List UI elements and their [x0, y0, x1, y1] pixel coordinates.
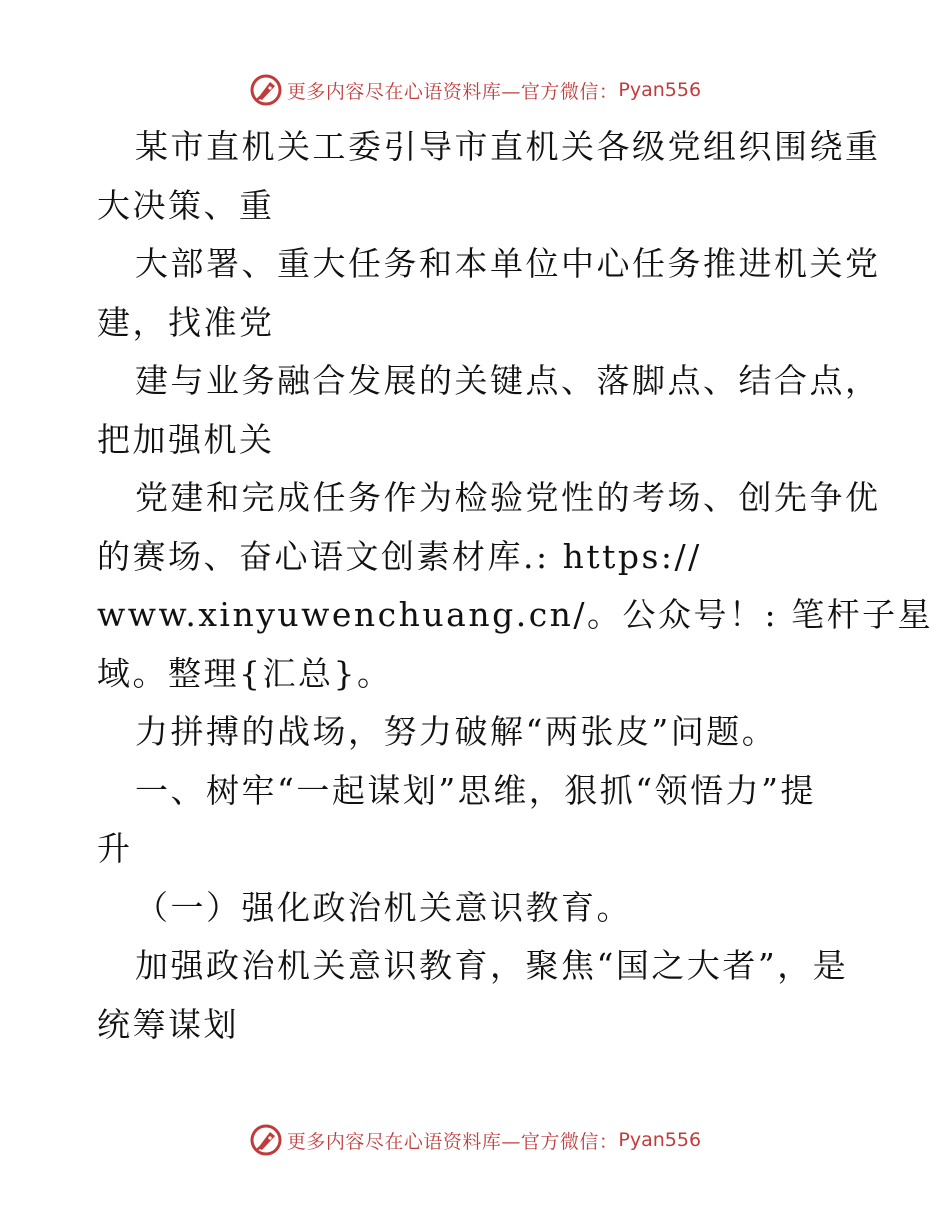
- header-watermark-banner: [0, 70, 950, 110]
- footer-watermark-banner: [0, 1120, 950, 1160]
- header-watermark-contact: Pyan556: [618, 79, 702, 101]
- text-line: 升: [97, 829, 133, 868]
- text-line: 建，找准党: [97, 302, 275, 342]
- text-line: 大决策、重: [97, 185, 275, 225]
- text-line: 的赛场、奋心语文创素材库.: https://: [97, 536, 702, 576]
- text-line: www.xinyuwenchuang.cn/。公众号！: 笔杆子星: [97, 595, 934, 634]
- text-line: 把加强机关: [97, 419, 275, 459]
- text-line: 大部署、重大任务和本单位中心任务推进机关党: [135, 244, 881, 283]
- text-line: 加强政治机关意识教育，聚焦“国之大者”，是: [135, 946, 849, 985]
- footer-watermark-contact: Pyan556: [618, 1129, 702, 1151]
- text-line: 统筹谋划: [97, 1004, 239, 1044]
- text-line: 域。整理{汇总}。: [97, 653, 393, 693]
- text-line: 力拼搏的战场，努力破解“两张皮”问题。: [135, 712, 778, 751]
- text-line: 建与业务融合发展的关键点、落脚点、结合点，: [135, 361, 881, 400]
- pen-nib-logo-icon: [249, 73, 283, 107]
- footer-watermark-text: 更多内容尽在心语资料库—官方微信：: [286, 1130, 619, 1153]
- text-line: 某市直机关工委引导市直机关各级党组织围绕重: [135, 127, 881, 166]
- text-line: （一）强化政治机关意识教育。: [135, 887, 632, 927]
- pen-nib-logo-icon: [249, 1123, 283, 1157]
- text-line: 一、树牢“一起谋划”思维，狠抓“领悟力”提: [135, 770, 816, 810]
- text-line: 党建和完成任务作为检验党性的考场、创先争优: [135, 478, 881, 517]
- document-body: [97, 118, 934, 1054]
- header-watermark-text: 更多内容尽在心语资料库—官方微信：: [286, 80, 619, 103]
